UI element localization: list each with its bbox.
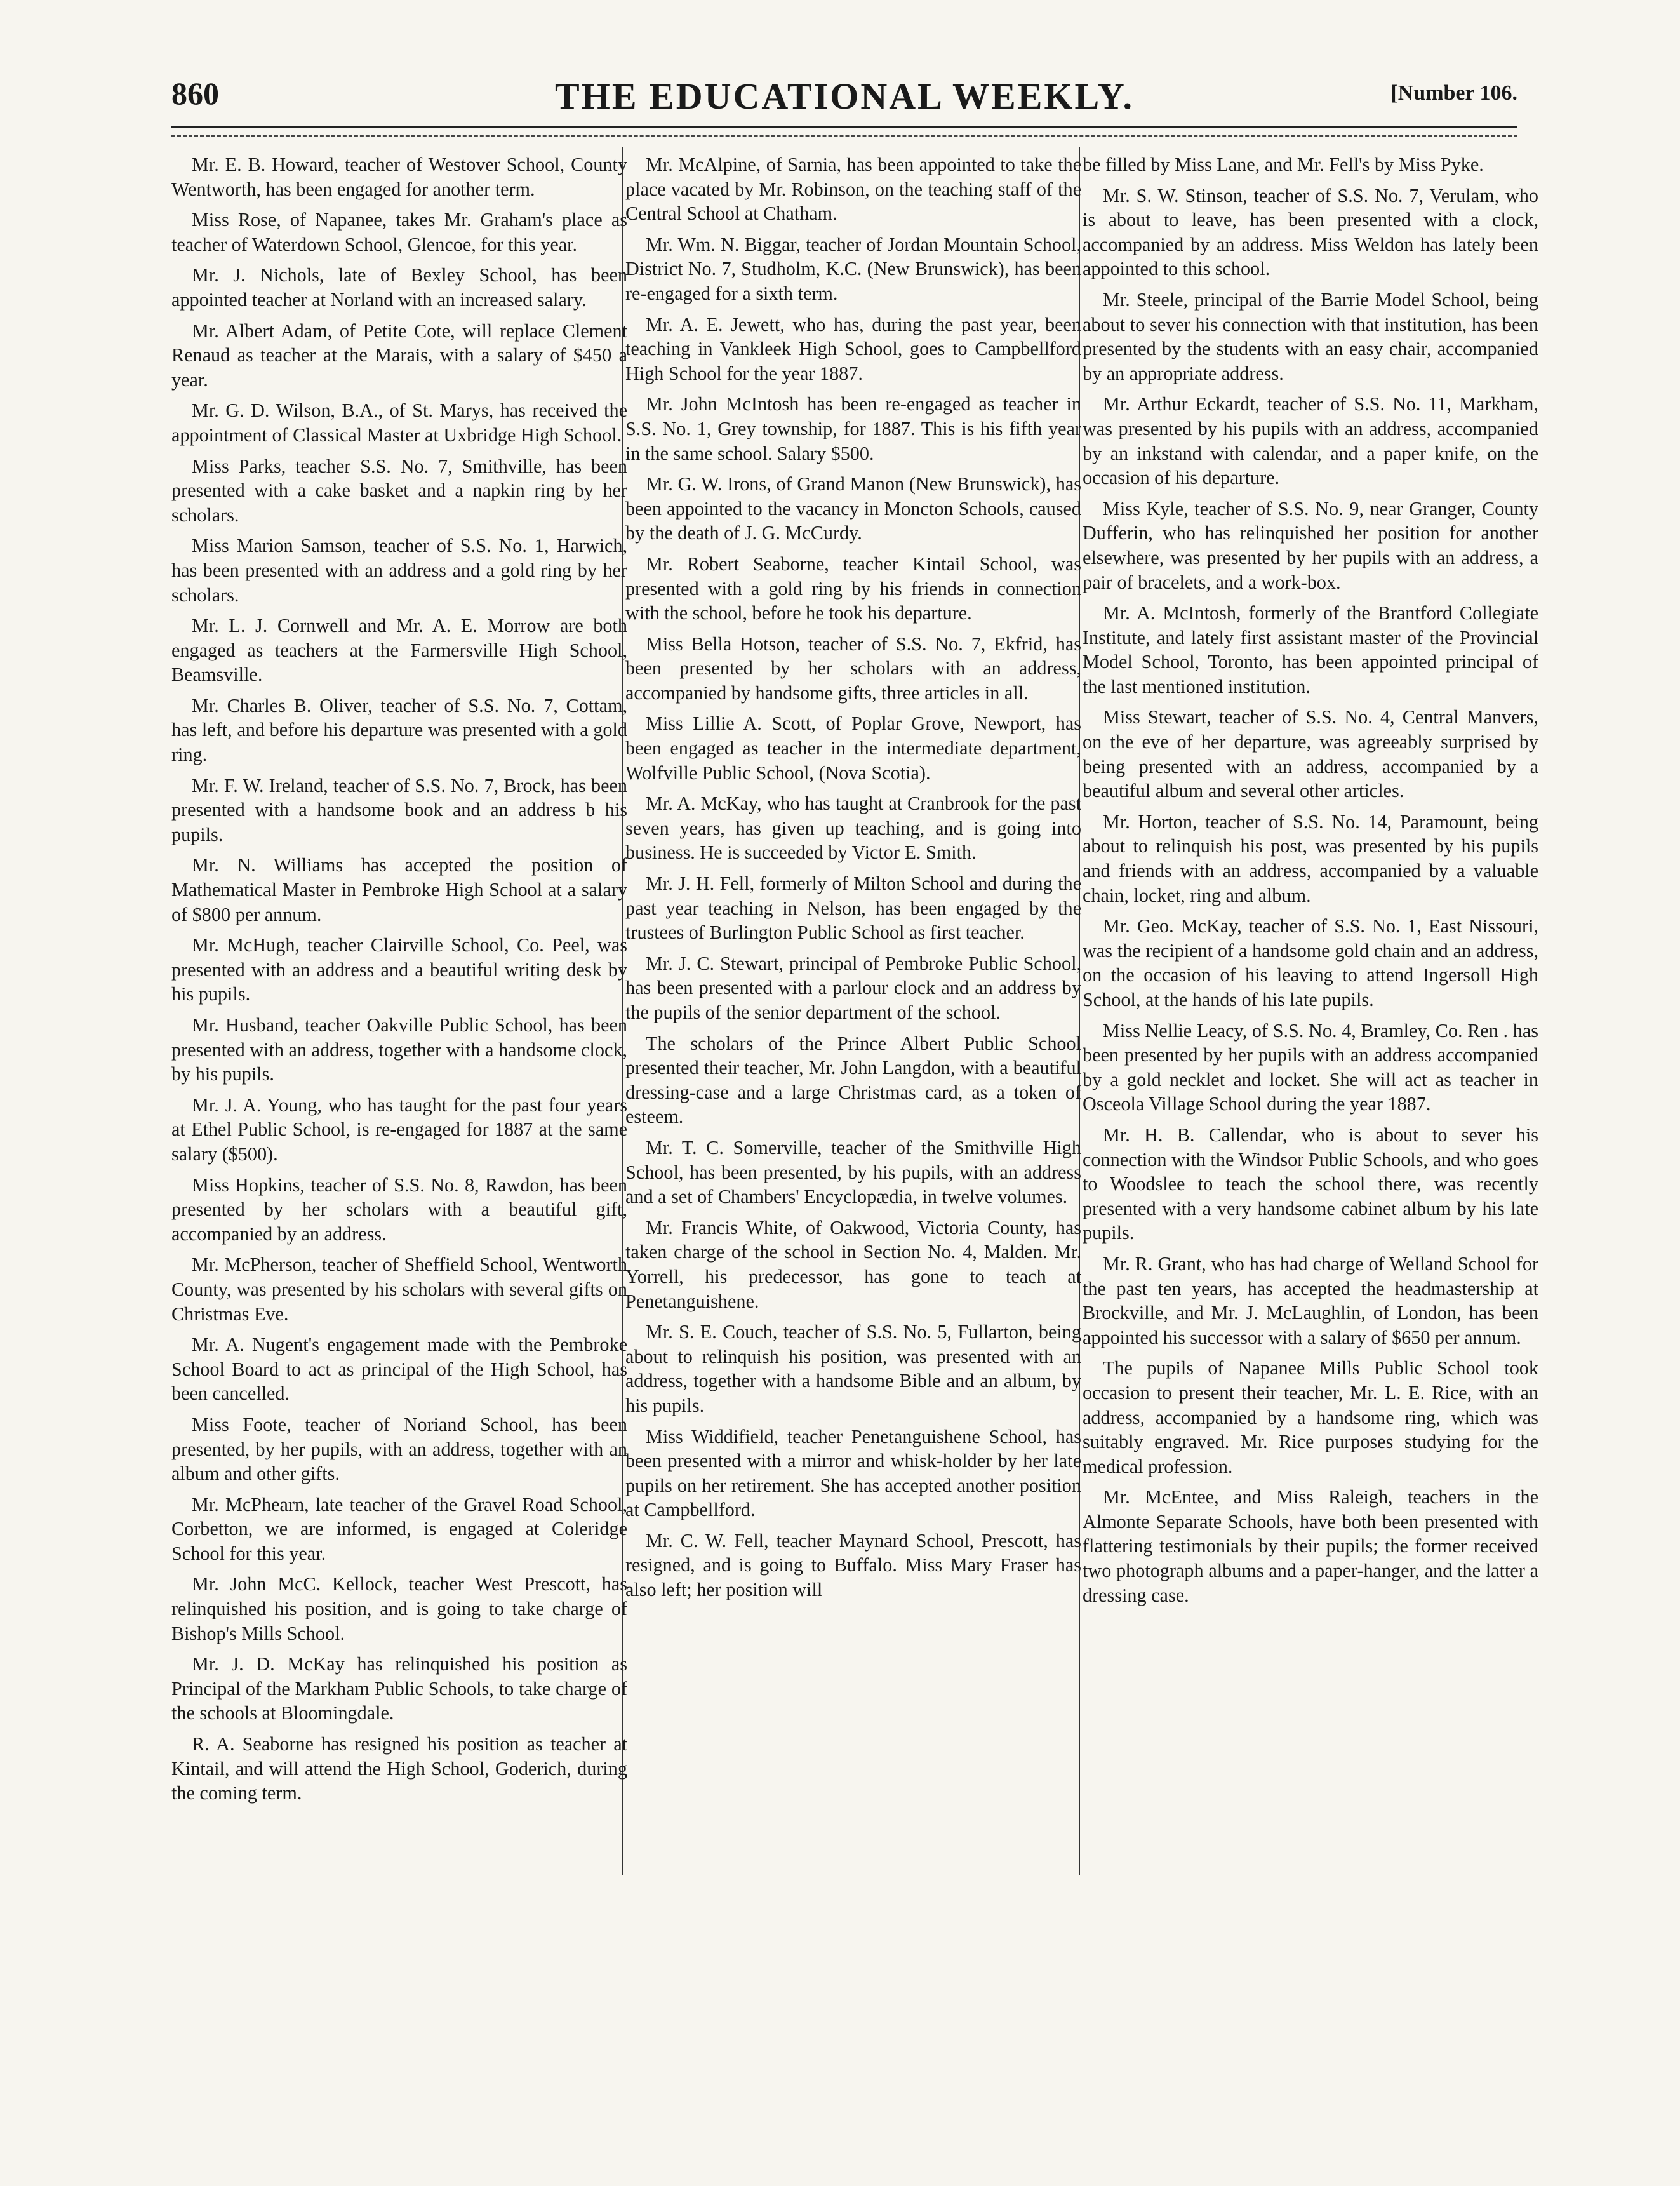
page-number: 860 [171, 76, 219, 111]
news-item: Mr. H. B. Callendar, who is about to sever his connection with the Windsor Public Schools, and who goes to Woodslee to teach the school there, was recently presented with a very handsome cabinet album by his late pupils. [1083, 1123, 1538, 1244]
news-item: Mr. Steele, principal of the Barrie Model School, being about to sever his connection with that institution, has been presented by the students with an easy chair, accompanied by an appropriate address. [1083, 288, 1538, 384]
news-item: Miss Rose, of Napanee, takes Mr. Graham's place as teacher of Waterdown School, Glencoe, for this year. [171, 209, 627, 255]
news-item: Mr. J. C. Stewart, principal of Pembroke Public School, has been presented with a parlour clock and an address by the pupils of the senior department of the school. [625, 952, 1081, 1023]
news-item: Miss Foote, teacher of Noriand School, has been presented, by her pupils, with an address, together with an album and other gifts. [171, 1413, 627, 1485]
issue-number: [Number 106. [1390, 81, 1517, 105]
news-item: The scholars of the Prince Albert Public School presented their teacher, Mr. John Langdon, with a beautiful dressing-case and a large Christmas card, as a token of esteem. [625, 1032, 1081, 1128]
news-item: Mr. E. B. Howard, teacher of Westover School, County Wentworth, has been engaged for another term. [171, 154, 627, 200]
news-item: Miss Lillie A. Scott, of Poplar Grove, Newport, has been engaged as teacher in the intermediate department, Wolfville Public School, (Nova Scotia). [625, 713, 1081, 784]
publication-title: THE EDUCATIONAL WEEKLY. [555, 76, 1134, 117]
news-item: Mr. R. Grant, who has had charge of Welland School for the past ten years, has accepted the headmastership at Brockville, and Mr. J. McLaughlin, of London, has been appointed his successor with a salary of $650 per annum. [1083, 1252, 1538, 1348]
news-item: Mr. McHugh, teacher Clairville School, Co. Peel, was presented with an address and a beautiful writing desk by his pupils. [171, 934, 627, 1005]
news-item: Mr. Robert Seaborne, teacher Kintail School, was presented with a gold ring by his friends in connection with the school, before he took his departure. [625, 553, 1081, 624]
column-1 [171, 152, 627, 2089]
news-item: Mr. J. A. Young, who has taught for the past four years at Ethel Public School, is re-engaged for 1887 at the same salary ($500). [171, 1094, 627, 1165]
news-item: Mr. Husband, teacher Oakville Public School, has been presented with an address, together with a handsome clock, by his pupils. [171, 1014, 627, 1085]
news-item: Miss Stewart, teacher of S.S. No. 4, Central Manvers, on the eve of her departure, was agreeably surprised by being presented with an address, accompanied by a beautiful album and several other articles. [1083, 706, 1538, 802]
news-item: Mr. A. Nugent's engagement made with the Pembroke School Board to act as principal of the High School, has been cancelled. [171, 1334, 627, 1405]
news-item: Miss Kyle, teacher of S.S. No. 9, near Granger, County Dufferin, who has relinquished her position for another elsewhere, was presented by her pupils with an address, a pair of bracelets, and a work-box. [1083, 497, 1538, 593]
news-item: Mr. Horton, teacher of S.S. No. 14, Paramount, being about to relinquish his post, was presented by his pupils and friends with an address, accompanied by a valuable chain, locket, ring and album. [1083, 810, 1538, 906]
news-item: Miss Parks, teacher S.S. No. 7, Smithville, has been presented with a cake basket and a napkin ring by her scholars. [171, 455, 627, 526]
news-item: Mr. Arthur Eckardt, teacher of S.S. No. 11, Markham, was presented by his pupils with an address, accompanied by an inkstand with calendar, and a paper knife, on the occasion of his departure. [1083, 393, 1538, 489]
news-item: Mr. G. D. Wilson, B.A., of St. Marys, has received the appointment of Classical Master at Uxbridge High School. [171, 399, 627, 446]
news-item: Mr. John McIntosh has been re-engaged as teacher in S.S. No. 1, Grey township, for 1887. This is his fifth year in the same school. Salary $500. [625, 393, 1081, 464]
news-item: Mr. A. McKay, who has taught at Cranbrook for the past seven years, has given up teaching, and is going into business. He is succeeded by Victor E. Smith. [625, 793, 1081, 864]
header-rule [171, 126, 1517, 137]
news-item: Mr. Geo. McKay, teacher of S.S. No. 1, East Nissouri, was the recipient of a handsome gold chain and an address, on the occasion of his leaving to attend Ingersoll High School, at the hands of his late pupils. [1083, 915, 1538, 1010]
news-item: Mr. McPhearn, late teacher of the Gravel Road School, Corbetton, we are informed, is engaged at Coleridge School for this year. [171, 1493, 627, 1564]
news-item: Mr. McEntee, and Miss Raleigh, teachers in the Almonte Separate Schools, have both been presented with flattering testimonials by their pupils; the former received two photograph albums and a paper-hanger, and the latter a dressing case. [1083, 1486, 1538, 1606]
column-3 [1083, 152, 1538, 2089]
news-item: Mr. Charles B. Oliver, teacher of S.S. No. 7, Cottam, has left, and before his departure was presented with a gold ring. [171, 694, 627, 766]
news-item: Miss Widdifield, teacher Penetanguishene School, has been presented with a mirror and whisk-holder by her late pupils on her retirement. She has accepted another position at Campbellford. [625, 1425, 1081, 1521]
news-item: R. A. Seaborne has resigned his position as teacher at Kintail, and will attend the High School, Goderich, during the coming term. [171, 1733, 627, 1804]
news-item: Miss Nellie Leacy, of S.S. No. 4, Bramley, Co. Ren . has been presented by her pupils with an address accompanied by a gold necklet and locket. She will act as teacher in Osceola Village School during the year 1887. [1083, 1019, 1538, 1115]
news-item: Mr. A. E. Jewett, who has, during the past year, been teaching in Vankleek High School, goes to Campbellford High School for the year 1887. [625, 313, 1081, 384]
news-item: Mr. McAlpine, of Sarnia, has been appointed to take the place vacated by Mr. Robinson, on the teaching staff of the Central School at Chatham. [625, 154, 1081, 225]
news-item: Mr. J. Nichols, late of Bexley School, has been appointed teacher at Norland with an increased salary. [171, 264, 627, 311]
news-item: Mr. Albert Adam, of Petite Cote, will replace Clement Renaud as teacher at the Marais, with a salary of $450 a year. [171, 319, 627, 391]
news-item: Mr. N. Williams has accepted the position of Mathematical Master in Pembroke High School at a salary of $800 per annum. [171, 854, 627, 925]
news-item: Mr. A. McIntosh, formerly of the Brantford Collegiate Institute, and lately first assistant master of the Provincial Model School, Toronto, has been appointed principal of the last mentioned institution. [1083, 602, 1538, 697]
news-item: Mr. L. J. Cornwell and Mr. A. E. Morrow are both engaged as teachers at the Farmersville High School, Beamsville. [171, 615, 627, 686]
news-item: Mr. J. D. McKay has relinquished his position as Principal of the Markham Public Schools, to take charge of the schools at Bloomingdale. [171, 1653, 627, 1724]
news-item: Mr. John McC. Kellock, teacher West Prescott, has relinquished his position, and is going to take charge of Bishop's Mills School. [171, 1573, 627, 1644]
news-item: Mr. F. W. Ireland, teacher of S.S. No. 7, Brock, has been presented with a handsome book and an address b his pupils. [171, 774, 627, 845]
news-item: Mr. C. W. Fell, teacher Maynard School, Prescott, has resigned, and is going to Buffalo. Miss Mary Fraser has also left; her position will [625, 1529, 1081, 1601]
news-item: Miss Hopkins, teacher of S.S. No. 8, Rawdon, has been presented by her scholars with a beautiful gift, accompanied by an address. [171, 1174, 627, 1245]
news-item: Mr. Francis White, of Oakwood, Victoria County, has taken charge of the school in Section No. 4, Malden. Mr. Yorrell, his predecessor, has gone to teach at Penetanguishene. [625, 1216, 1081, 1312]
news-item: Mr. Wm. N. Biggar, teacher of Jordan Mountain School, District No. 7, Studholm, K.C. (New Brunswick), has been re-engaged for a sixth term. [625, 233, 1081, 304]
news-item: Mr. T. C. Somerville, teacher of the Smithville High School, has been presented, by his pupils, with an address and a set of Chambers' Encyclopædia, in twelve volumes. [625, 1136, 1081, 1208]
news-item: The pupils of Napanee Mills Public School took occasion to present their teacher, Mr. L. E. Rice, with an address, accompanied by a handsome ring, which was suitably engraved. Mr. Rice purposes studying for the medical profession. [1083, 1357, 1538, 1477]
news-item: Mr. S. E. Couch, teacher of S.S. No. 5, Fullarton, being about to relinquish his position, was presented with an address, together with a handsome Bible and an album, by his pupils. [625, 1321, 1081, 1416]
news-item: Mr. J. H. Fell, formerly of Milton School and during the past year teaching in Nelson, has been engaged by the trustees of Burlington Public School as first teacher. [625, 873, 1081, 944]
news-item: Miss Bella Hotson, teacher of S.S. No. 7, Ekfrid, has been presented by her scholars with an address, accompanied by handsome gifts, three articles in all. [625, 633, 1081, 704]
news-item: Mr. McPherson, teacher of Sheffield School, Wentworth County, was presented by his scholars with several gifts on Christmas Eve. [171, 1254, 627, 1325]
page-header [171, 75, 1517, 126]
column-2 [625, 152, 1081, 2089]
news-item: Miss Marion Samson, teacher of S.S. No. 1, Harwich, has been presented with an address and a gold ring by her scholars. [171, 535, 627, 606]
news-item: Mr. G. W. Irons, of Grand Manon (New Brunswick), has been appointed to the vacancy in Moncton Schools, caused by the death of J. G. McCurdy. [625, 473, 1081, 544]
news-item: Mr. S. W. Stinson, teacher of S.S. No. 7, Verulam, who is about to leave, has been presented with a clock, accompanied by an address. Miss Weldon has lately been appointed to this school. [1083, 184, 1538, 280]
news-item: be filled by Miss Lane, and Mr. Fell's by Miss Pyke. [1083, 154, 1484, 175]
